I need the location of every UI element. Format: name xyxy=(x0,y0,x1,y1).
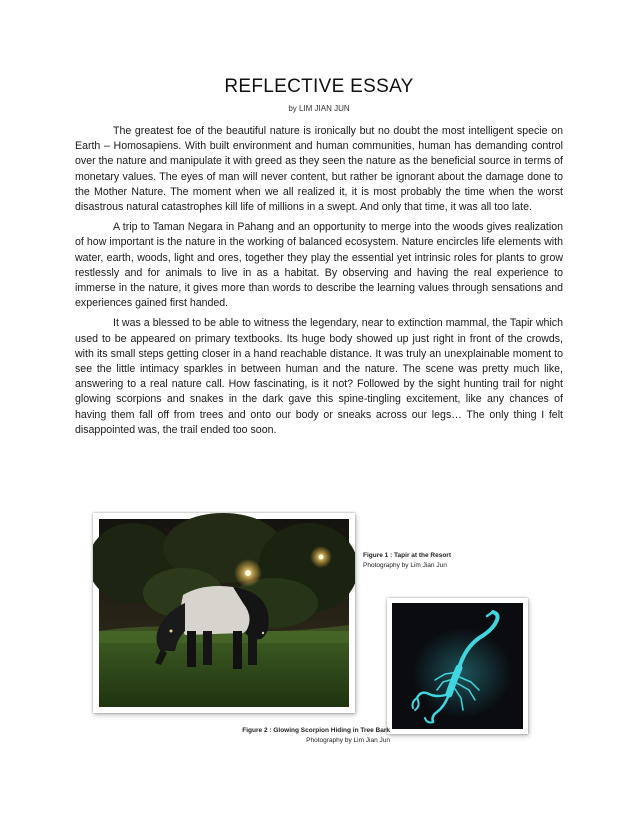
paragraph-2: A trip to Taman Negara in Pahang and an opportunity to merge into the woods gives realization of how important is the nature in the working of balanced ecosystem. Nature encircles life elements with water, earth, woods, light and ores, together they play the essential yet intrinsic roles for plants to grow restlessly and for animals to live in as a habitat. By observing and having the real experience to immerse in the nature, it gives more than words to describe the learning values through sensations and experiences gained first handed. xyxy=(75,221,563,310)
scorpion-photo xyxy=(387,598,528,734)
figure-2-title: Figure 2 : Glowing Scorpion Hiding in Tree Bark xyxy=(242,727,390,734)
scorpion-image xyxy=(387,598,528,734)
paragraph-1: The greatest foe of the beautiful nature is ironically but no doubt the most intelligent specie on Earth – Homosapiens. With built environment and human communities, human has demanding control over the nature and manipulate it with greed as they seen the nature as the beneficial source in terms of monetary values. The eyes of man will never content, but rather be ignorant about the damage done to the Mother Nature. The moment when we all realized it, it is most probably the time when the worst disastrous natural catastrophes kill life of millions in a swept. And only that time, it was all too late. xyxy=(75,125,563,214)
figure-2-caption xyxy=(200,726,390,746)
paragraph-3: It was a blessed to be able to witness the legendary, near to extinction mammal, the Tapir which used to be appeared on primary textbooks. Its huge body showed up just right in front of the crowds, with its small steps getting closer in a hand reachable distance. It was truly an unexplainable moment to see the little intimacy sparkles in between human and the nature. The scene was pretty much like, answering to a real nature call. How fascinating, is it not? Followed by the sight hunting trail for night glowing scorpions and snakes in the dark gave this spine-tingling excitement, like any chances of having them fall off from trees and onto our body or sneaks across our legs… The only thing I felt disappointed was, the trail ended too soon. xyxy=(75,317,563,436)
figure-1-caption xyxy=(363,551,523,571)
figure-2-credit: Photography by Lim Jian Jun xyxy=(306,737,390,744)
essay-title: REFLECTIVE ESSAY xyxy=(224,76,414,97)
essay-body xyxy=(75,124,563,443)
tapir-photo xyxy=(93,513,355,713)
essay-byline: by LIM JIAN JUN xyxy=(288,104,350,113)
figure-1-title: Figure 1 : Tapir at the Resort xyxy=(363,552,452,559)
tapir-image xyxy=(93,513,355,713)
figure-1-credit: Photography by Lim Jian Jun xyxy=(363,562,447,569)
